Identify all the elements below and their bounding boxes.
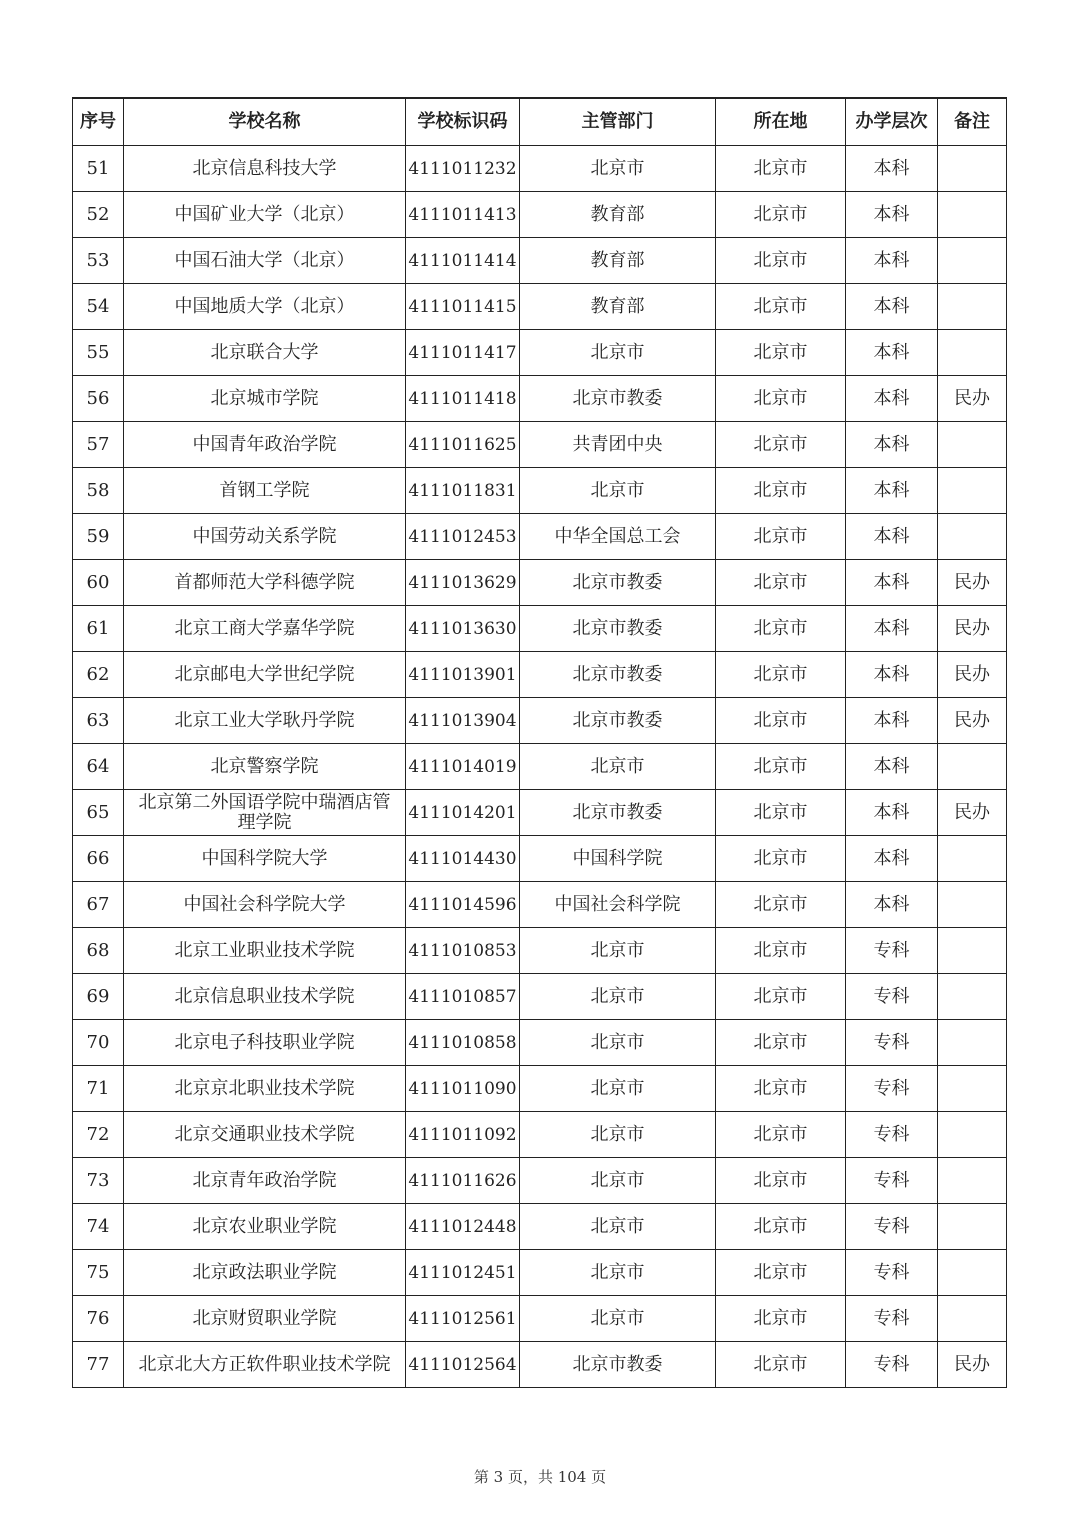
cell-school-code: 4111011626	[406, 1158, 520, 1204]
cell-note	[938, 1112, 1007, 1158]
cell-school-name: 北京邮电大学世纪学院	[124, 652, 406, 698]
table-row	[73, 1112, 1007, 1158]
cell-school-code: 4111010858	[406, 1020, 520, 1066]
cell-location: 北京市	[716, 1342, 846, 1388]
cell-school-name: 中国石油大学（北京）	[124, 238, 406, 284]
cell-department: 北京市	[520, 330, 716, 376]
cell-level: 本科	[846, 422, 938, 468]
cell-school-name: 北京电子科技职业学院	[124, 1020, 406, 1066]
cell-department: 北京市教委	[520, 790, 716, 836]
cell-index: 73	[73, 1158, 124, 1204]
table-row	[73, 1204, 1007, 1250]
cell-school-name: 北京北大方正软件职业技术学院	[124, 1342, 406, 1388]
cell-index: 59	[73, 514, 124, 560]
table-row	[73, 330, 1007, 376]
table-row	[73, 238, 1007, 284]
cell-school-code: 4111012453	[406, 514, 520, 560]
header-note: 备注	[938, 98, 1007, 146]
cell-level: 专科	[846, 974, 938, 1020]
cell-level: 专科	[846, 1250, 938, 1296]
table-row	[73, 974, 1007, 1020]
cell-school-name: 中国社会科学院大学	[124, 882, 406, 928]
table-row	[73, 376, 1007, 422]
table-row	[73, 1250, 1007, 1296]
cell-location: 北京市	[716, 330, 846, 376]
cell-index: 75	[73, 1250, 124, 1296]
cell-index: 54	[73, 284, 124, 330]
header-level: 办学层次	[846, 98, 938, 146]
cell-note: 民办	[938, 790, 1007, 836]
cell-location: 北京市	[716, 1250, 846, 1296]
cell-index: 56	[73, 376, 124, 422]
cell-department: 北京市	[520, 1204, 716, 1250]
cell-school-code: 4111011415	[406, 284, 520, 330]
cell-index: 53	[73, 238, 124, 284]
cell-index: 72	[73, 1112, 124, 1158]
cell-department: 北京市	[520, 1020, 716, 1066]
cell-school-name: 北京农业职业学院	[124, 1204, 406, 1250]
cell-department: 教育部	[520, 238, 716, 284]
table-row	[73, 560, 1007, 606]
cell-school-code: 4111012561	[406, 1296, 520, 1342]
cell-location: 北京市	[716, 744, 846, 790]
cell-location: 北京市	[716, 698, 846, 744]
cell-location: 北京市	[716, 606, 846, 652]
cell-school-code: 4111011413	[406, 192, 520, 238]
cell-school-code: 4111012451	[406, 1250, 520, 1296]
cell-index: 61	[73, 606, 124, 652]
cell-index: 57	[73, 422, 124, 468]
cell-level: 本科	[846, 606, 938, 652]
cell-note: 民办	[938, 560, 1007, 606]
cell-level: 本科	[846, 882, 938, 928]
cell-school-name: 首都师范大学科德学院	[124, 560, 406, 606]
table-row	[73, 698, 1007, 744]
cell-level: 本科	[846, 284, 938, 330]
header-school-name: 学校名称	[124, 98, 406, 146]
cell-school-code: 4111011417	[406, 330, 520, 376]
cell-note	[938, 146, 1007, 192]
school-list-table-container	[72, 97, 1006, 1388]
cell-location: 北京市	[716, 790, 846, 836]
cell-school-name: 中国劳动关系学院	[124, 514, 406, 560]
cell-index: 69	[73, 974, 124, 1020]
cell-school-name: 首钢工学院	[124, 468, 406, 514]
cell-department: 北京市教委	[520, 698, 716, 744]
cell-note	[938, 1066, 1007, 1112]
cell-note	[938, 882, 1007, 928]
cell-department: 教育部	[520, 284, 716, 330]
cell-level: 本科	[846, 376, 938, 422]
cell-location: 北京市	[716, 652, 846, 698]
cell-index: 52	[73, 192, 124, 238]
cell-note	[938, 192, 1007, 238]
cell-level: 本科	[846, 744, 938, 790]
table-row	[73, 284, 1007, 330]
cell-location: 北京市	[716, 422, 846, 468]
cell-location: 北京市	[716, 1112, 846, 1158]
cell-location: 北京市	[716, 468, 846, 514]
cell-location: 北京市	[716, 1066, 846, 1112]
table-row	[73, 422, 1007, 468]
cell-school-code: 4111014430	[406, 836, 520, 882]
cell-department: 北京市	[520, 1066, 716, 1112]
cell-index: 58	[73, 468, 124, 514]
cell-location: 北京市	[716, 1020, 846, 1066]
cell-department: 北京市教委	[520, 1342, 716, 1388]
cell-location: 北京市	[716, 928, 846, 974]
cell-school-name: 北京工商大学嘉华学院	[124, 606, 406, 652]
page-number-footer: 第 3 页，共 104 页	[473, 1468, 607, 1486]
cell-department: 北京市	[520, 1112, 716, 1158]
table-row	[73, 652, 1007, 698]
table-row	[73, 514, 1007, 560]
cell-department: 北京市	[520, 1158, 716, 1204]
table-row	[73, 146, 1007, 192]
cell-school-code: 4111011418	[406, 376, 520, 422]
table-body	[73, 146, 1007, 1388]
cell-location: 北京市	[716, 560, 846, 606]
cell-index: 74	[73, 1204, 124, 1250]
cell-school-code: 4111014201	[406, 790, 520, 836]
cell-school-code: 4111012564	[406, 1342, 520, 1388]
cell-school-code: 4111013630	[406, 606, 520, 652]
cell-department: 北京市	[520, 744, 716, 790]
table-row	[73, 606, 1007, 652]
cell-location: 北京市	[716, 192, 846, 238]
cell-level: 本科	[846, 238, 938, 284]
cell-school-code: 4111011414	[406, 238, 520, 284]
cell-school-name: 中国地质大学（北京）	[124, 284, 406, 330]
cell-index: 55	[73, 330, 124, 376]
cell-location: 北京市	[716, 376, 846, 422]
cell-note	[938, 1158, 1007, 1204]
cell-school-name: 北京第二外国语学院中瑞酒店管理学院	[124, 790, 406, 836]
cell-department: 教育部	[520, 192, 716, 238]
cell-index: 60	[73, 560, 124, 606]
cell-school-name: 北京财贸职业学院	[124, 1296, 406, 1342]
cell-note	[938, 928, 1007, 974]
cell-department: 中国科学院	[520, 836, 716, 882]
cell-note: 民办	[938, 606, 1007, 652]
cell-index: 65	[73, 790, 124, 836]
cell-index: 51	[73, 146, 124, 192]
cell-level: 本科	[846, 146, 938, 192]
cell-level: 专科	[846, 928, 938, 974]
table-row	[73, 1296, 1007, 1342]
cell-note	[938, 422, 1007, 468]
cell-school-name: 北京联合大学	[124, 330, 406, 376]
cell-school-code: 4111014019	[406, 744, 520, 790]
cell-level: 专科	[846, 1204, 938, 1250]
cell-school-code: 4111013904	[406, 698, 520, 744]
cell-school-code: 4111010857	[406, 974, 520, 1020]
cell-department: 共青团中央	[520, 422, 716, 468]
table-row	[73, 1066, 1007, 1112]
cell-school-code: 4111011092	[406, 1112, 520, 1158]
cell-note: 民办	[938, 698, 1007, 744]
cell-note	[938, 284, 1007, 330]
cell-level: 专科	[846, 1112, 938, 1158]
cell-level: 本科	[846, 652, 938, 698]
cell-school-code: 4111011090	[406, 1066, 520, 1112]
cell-note	[938, 514, 1007, 560]
cell-school-code: 4111011625	[406, 422, 520, 468]
cell-location: 北京市	[716, 836, 846, 882]
cell-note: 民办	[938, 652, 1007, 698]
cell-note	[938, 744, 1007, 790]
cell-school-name: 北京工业职业技术学院	[124, 928, 406, 974]
cell-department: 北京市	[520, 146, 716, 192]
table-row	[73, 1020, 1007, 1066]
cell-location: 北京市	[716, 146, 846, 192]
cell-school-name: 中国青年政治学院	[124, 422, 406, 468]
cell-department: 北京市	[520, 928, 716, 974]
cell-note	[938, 330, 1007, 376]
table-row	[73, 1158, 1007, 1204]
cell-level: 专科	[846, 1296, 938, 1342]
table-row	[73, 836, 1007, 882]
cell-note	[938, 468, 1007, 514]
cell-index: 77	[73, 1342, 124, 1388]
table-row	[73, 744, 1007, 790]
cell-location: 北京市	[716, 238, 846, 284]
cell-level: 专科	[846, 1158, 938, 1204]
cell-school-code: 4111010853	[406, 928, 520, 974]
table-header-row	[73, 98, 1007, 146]
cell-school-code: 4111014596	[406, 882, 520, 928]
cell-department: 北京市教委	[520, 652, 716, 698]
cell-index: 76	[73, 1296, 124, 1342]
cell-location: 北京市	[716, 974, 846, 1020]
cell-index: 68	[73, 928, 124, 974]
cell-school-name: 北京交通职业技术学院	[124, 1112, 406, 1158]
header-department: 主管部门	[520, 98, 716, 146]
cell-level: 专科	[846, 1066, 938, 1112]
cell-note	[938, 238, 1007, 284]
cell-department: 中国社会科学院	[520, 882, 716, 928]
cell-school-name: 中国科学院大学	[124, 836, 406, 882]
table-row	[73, 790, 1007, 836]
cell-level: 本科	[846, 560, 938, 606]
cell-school-name: 北京工业大学耿丹学院	[124, 698, 406, 744]
header-location: 所在地	[716, 98, 846, 146]
cell-level: 本科	[846, 790, 938, 836]
cell-location: 北京市	[716, 284, 846, 330]
cell-school-code: 4111013629	[406, 560, 520, 606]
cell-location: 北京市	[716, 514, 846, 560]
cell-school-code: 4111013901	[406, 652, 520, 698]
cell-level: 专科	[846, 1342, 938, 1388]
cell-school-code: 4111012448	[406, 1204, 520, 1250]
cell-index: 71	[73, 1066, 124, 1112]
cell-department: 北京市教委	[520, 376, 716, 422]
cell-index: 63	[73, 698, 124, 744]
cell-location: 北京市	[716, 1158, 846, 1204]
cell-note	[938, 1250, 1007, 1296]
cell-index: 64	[73, 744, 124, 790]
cell-index: 67	[73, 882, 124, 928]
cell-department: 北京市教委	[520, 606, 716, 652]
cell-school-name: 北京信息职业技术学院	[124, 974, 406, 1020]
cell-note	[938, 974, 1007, 1020]
cell-school-code: 4111011232	[406, 146, 520, 192]
cell-school-name: 北京政法职业学院	[124, 1250, 406, 1296]
cell-index: 70	[73, 1020, 124, 1066]
cell-school-name: 中国矿业大学（北京）	[124, 192, 406, 238]
table-row	[73, 468, 1007, 514]
cell-level: 本科	[846, 330, 938, 376]
table-row	[73, 882, 1007, 928]
cell-location: 北京市	[716, 1296, 846, 1342]
cell-note: 民办	[938, 376, 1007, 422]
header-index: 序号	[73, 98, 124, 146]
cell-index: 66	[73, 836, 124, 882]
cell-location: 北京市	[716, 882, 846, 928]
cell-note: 民办	[938, 1342, 1007, 1388]
cell-department: 北京市	[520, 1250, 716, 1296]
school-list-table	[72, 97, 1007, 1388]
cell-department: 北京市	[520, 468, 716, 514]
cell-note	[938, 1020, 1007, 1066]
cell-department: 中华全国总工会	[520, 514, 716, 560]
cell-school-name: 北京信息科技大学	[124, 146, 406, 192]
cell-note	[938, 836, 1007, 882]
cell-department: 北京市	[520, 974, 716, 1020]
cell-school-code: 4111011831	[406, 468, 520, 514]
cell-note	[938, 1296, 1007, 1342]
cell-level: 专科	[846, 1020, 938, 1066]
table-row	[73, 192, 1007, 238]
cell-level: 本科	[846, 836, 938, 882]
cell-school-name: 北京警察学院	[124, 744, 406, 790]
cell-level: 本科	[846, 698, 938, 744]
table-row	[73, 928, 1007, 974]
cell-index: 62	[73, 652, 124, 698]
cell-location: 北京市	[716, 1204, 846, 1250]
table-row	[73, 1342, 1007, 1388]
cell-level: 本科	[846, 468, 938, 514]
cell-school-name: 北京青年政治学院	[124, 1158, 406, 1204]
cell-level: 本科	[846, 514, 938, 560]
cell-school-name: 北京京北职业技术学院	[124, 1066, 406, 1112]
cell-note	[938, 1204, 1007, 1250]
cell-school-name: 北京城市学院	[124, 376, 406, 422]
cell-department: 北京市教委	[520, 560, 716, 606]
cell-level: 本科	[846, 192, 938, 238]
cell-department: 北京市	[520, 1296, 716, 1342]
header-school-code: 学校标识码	[406, 98, 520, 146]
